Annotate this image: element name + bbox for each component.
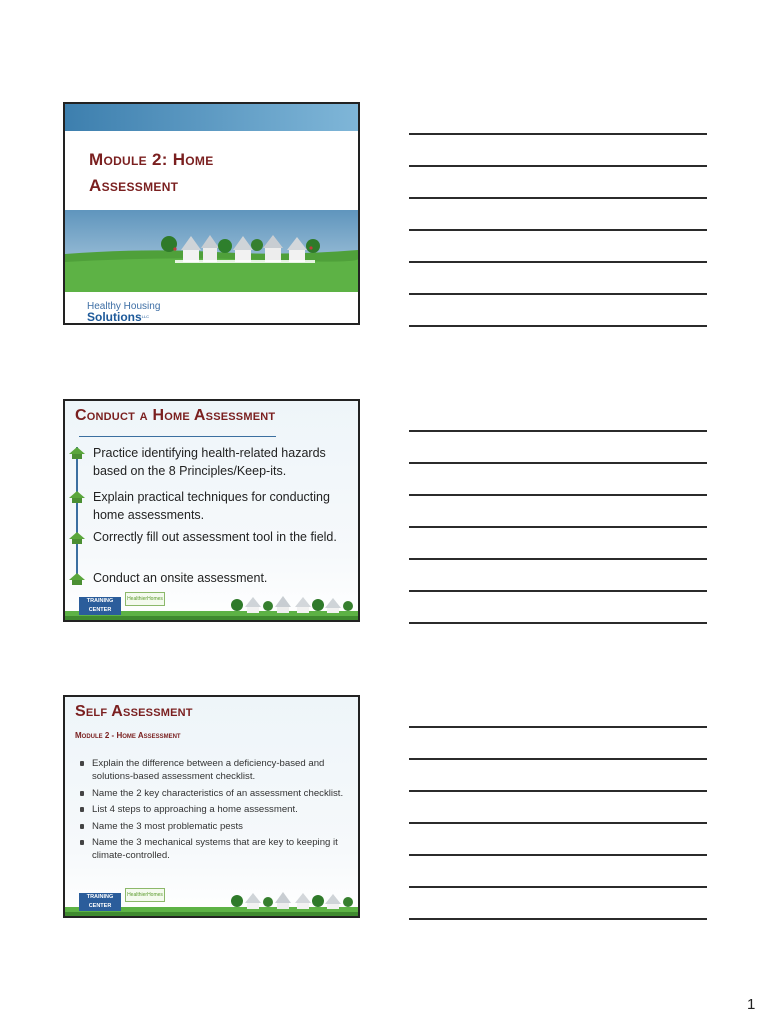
slide-3-thumbnail: [63, 695, 360, 918]
list-item: Explain practical techniques for conducting home assessments.: [93, 490, 330, 522]
note-line: [409, 590, 707, 592]
slide-subtitle: Module 2 - Home Assessment: [75, 731, 181, 740]
slide-2-thumbnail: [63, 399, 360, 622]
house-bullet-icon: [68, 446, 86, 460]
note-line: [409, 822, 707, 824]
slide-1-thumbnail: [63, 102, 360, 325]
note-line: [409, 622, 707, 624]
note-line: [409, 790, 707, 792]
slide-title: Conduct a Home Assessment: [75, 407, 276, 424]
objective-list: [77, 757, 347, 866]
list-item-text: Explain the difference between a deficiency-based and solutions-based assessment checklist.: [92, 758, 325, 782]
list-item-text: Name the 3 mechanical systems that are key to keeping it climate-controlled.: [92, 837, 338, 861]
list-item: Conduct an onsite assessment.: [93, 571, 268, 585]
house-bullet-icon: [68, 572, 86, 586]
note-line: [409, 197, 707, 199]
bullet-icon: [80, 761, 84, 766]
list-item: Practice identifying health-related hazards based on the 8 Principles/Keep-its.: [93, 446, 326, 478]
logo-mark: LLC: [141, 314, 150, 319]
healthier-homes-text: HealthierHomes: [125, 592, 165, 606]
timeline-line: [76, 447, 78, 584]
list-item-text: Name the 3 most problematic pests: [92, 820, 243, 832]
houses-illustration: [65, 210, 358, 292]
list-item: [77, 787, 347, 800]
note-line: [409, 886, 707, 888]
note-line: [409, 462, 707, 464]
note-line: [409, 165, 707, 167]
list-item-text: Name the 2 key characteristics of an assessment checklist.: [92, 787, 344, 799]
title-underline: [79, 436, 276, 437]
list-item: [77, 836, 347, 862]
list-item-text: List 4 steps to approaching a home assessment.: [92, 804, 298, 815]
note-line: [409, 726, 707, 728]
bullet-icon: [80, 840, 84, 845]
healthier-homes-text: HealthierHomes: [125, 888, 165, 902]
logo-line-1: Healthy Housing: [87, 301, 161, 312]
note-line: [409, 261, 707, 263]
healthier-homes-logo: [125, 592, 165, 608]
training-center-logo: [79, 888, 121, 909]
house-bullet-icon: [68, 490, 86, 504]
slide-footer: [65, 883, 358, 916]
slide-title: Self Assessment: [75, 703, 193, 720]
logo-line-2: Solutions: [87, 310, 142, 324]
list-item: [77, 757, 347, 783]
note-line: [409, 430, 707, 432]
healthier-homes-logo: [125, 888, 165, 904]
note-line: [409, 854, 707, 856]
note-line: [409, 325, 707, 327]
healthy-housing-logo: [87, 302, 160, 322]
slide-header-bar: [65, 104, 358, 131]
note-line: [409, 558, 707, 560]
note-line: [409, 918, 707, 920]
list-item: Correctly fill out assessment tool in the field.: [93, 530, 337, 544]
training-center-logo: [79, 592, 121, 613]
note-line: [409, 229, 707, 231]
bullet-icon: [80, 824, 84, 829]
house-bullet-icon: [68, 531, 86, 545]
list-item: [77, 820, 347, 833]
slide-footer: [65, 587, 358, 620]
page-number: 1: [747, 996, 756, 1013]
bullet-icon: [80, 807, 84, 812]
slide-title: Module 2: Home Assessment: [89, 150, 214, 195]
note-line: [409, 526, 707, 528]
training-center-text: TRAINING CENTER: [79, 597, 121, 615]
training-center-text: TRAINING CENTER: [79, 893, 121, 911]
note-line: [409, 133, 707, 135]
note-line: [409, 494, 707, 496]
bullet-icon: [80, 791, 84, 796]
list-item: [77, 803, 347, 816]
note-line: [409, 293, 707, 295]
note-line: [409, 758, 707, 760]
